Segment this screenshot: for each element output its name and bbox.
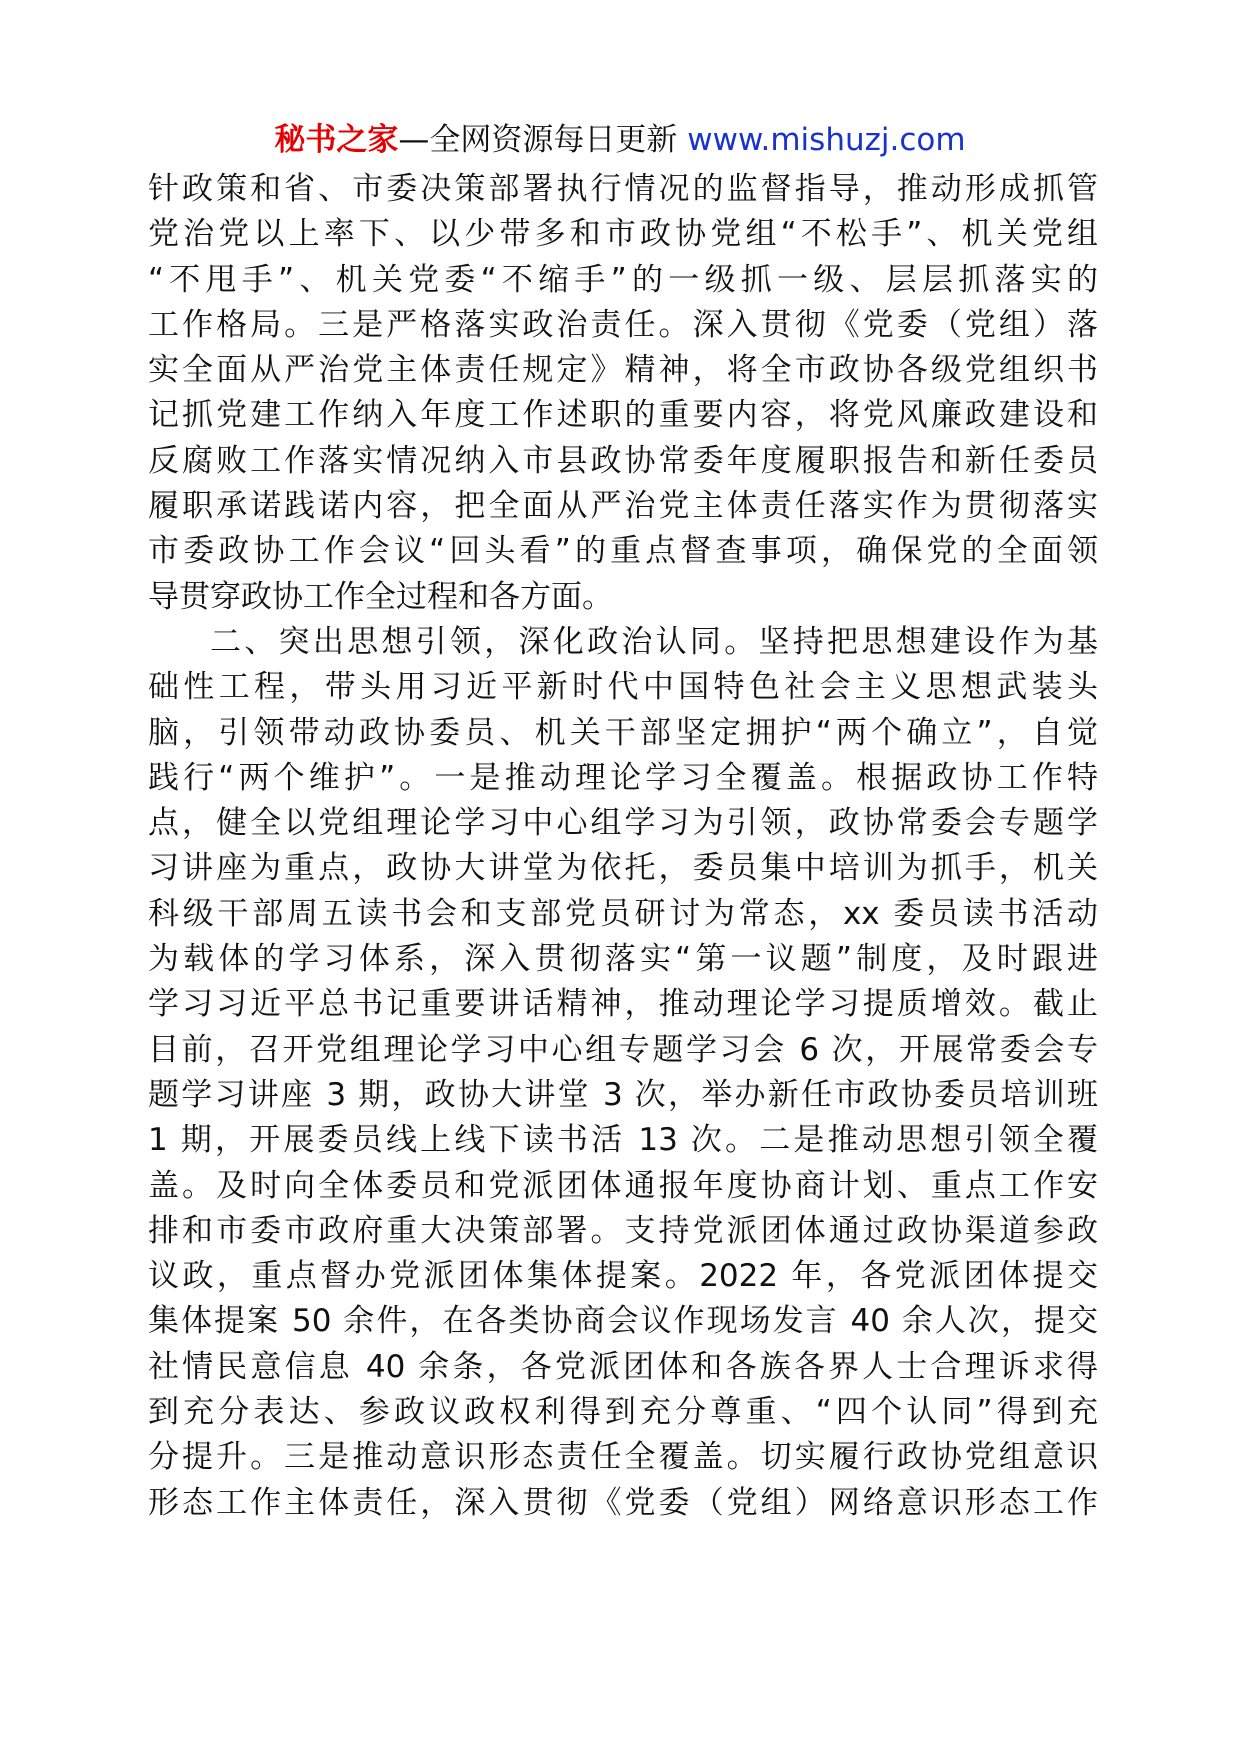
text-line: 学习习近平总书记重要讲话精神，推动理论学习提质增效。截止: [148, 986, 1098, 1023]
page-header: [0, 118, 1240, 162]
text-line: 议政，重点督办党派团体集体提案。2022 年，各党派团体提交: [148, 1258, 1098, 1295]
text-line: 市委政协工作会议“回头看”的重点督查事项，确保党的全面领: [148, 533, 1098, 570]
text-line: 盖。及时向全体委员和党派团体通报年度协商计划、重点工作安: [148, 1167, 1098, 1204]
site-url-link[interactable]: www.mishuzj.com: [687, 122, 966, 158]
text-line: 反腐败工作落实情况纳入市县政协常委年度履职报告和新任委员: [148, 442, 1098, 479]
paragraph-start-line: 二、突出思想引领，深化政治认同。坚持把思想建设作为基: [210, 623, 1098, 660]
text-line: 题学习讲座 3 期，政协大讲堂 3 次，举办新任市政协委员培训班: [148, 1076, 1098, 1113]
site-brand: 秘书之家: [274, 122, 399, 158]
text-line: 目前，召开党组理论学习中心组专题学习会 6 次，开展常委会专: [148, 1031, 1098, 1068]
text-line: 习讲座为重点，政协大讲堂为依托，委员集中培训为抓手，机关: [148, 850, 1098, 887]
text-line: 础性工程，带头用习近平新时代中国特色社会主义思想武装头: [148, 669, 1098, 706]
text-line: 1 期，开展委员线上线下读书活 13 次。二是推动思想引领全覆: [148, 1122, 1098, 1159]
text-line: 分提升。三是推动意识形态责任全覆盖。切实履行政协党组意识: [148, 1439, 1098, 1476]
text-line: 针政策和省、市委决策部署执行情况的监督指导，推动形成抓管: [148, 171, 1098, 207]
text-line: 脑，引领带动政协委员、机关干部坚定拥护“两个确立”，自觉: [148, 714, 1098, 751]
text-line: 到充分表达、参政议政权利得到充分尊重、“四个认同”得到充: [148, 1394, 1098, 1431]
text-line: 点，健全以党组理论学习中心组学习为引领，政协常委会专题学: [148, 805, 1098, 842]
text-line: 践行“两个维护”。一是推动理论学习全覆盖。根据政协工作特: [148, 759, 1098, 796]
text-line: 实全面从严治党主体责任规定》精神，将全市政协各级党组织书: [148, 352, 1098, 389]
text-line: 为载体的学习体系，深入贯彻落实“第一议题”制度，及时跟进: [148, 941, 1098, 978]
text-line: 形态工作主体责任，深入贯彻《党委（党组）网络意识形态工作: [148, 1484, 1098, 1521]
document-body: [148, 167, 1098, 1526]
paragraph-end-line: 导贯穿政协工作全过程和各方面。: [148, 578, 613, 615]
text-line: 党治党以上率下、以少带多和市政协党组“不松手”、机关党组: [148, 216, 1098, 253]
text-line: 履职承诺践诺内容，把全面从严治党主体责任落实作为贯彻落实: [148, 488, 1098, 525]
text-line: “不甩手”、机关党委“不缩手”的一级抓一级、层层抓落实的: [148, 261, 1098, 298]
text-line: 科级干部周五读书会和支部党员研讨为常态，xx 委员读书活动: [148, 895, 1098, 932]
text-line: 排和市委市政府重大决策部署。支持党派团体通过政协渠道参政: [148, 1212, 1098, 1249]
text-line: 工作格局。三是严格落实政治责任。深入贯彻《党委（党组）落: [148, 306, 1098, 343]
site-tagline: —全网资源每日更新: [398, 122, 688, 158]
text-line: 记抓党建工作纳入年度工作述职的重要内容，将党风廉政建设和: [148, 397, 1098, 434]
text-line: 社情民意信息 40 余条，各党派团体和各族各界人士合理诉求得: [148, 1348, 1098, 1385]
text-line: 集体提案 50 余件，在各类协商会议作现场发言 40 余人次，提交: [148, 1303, 1098, 1340]
